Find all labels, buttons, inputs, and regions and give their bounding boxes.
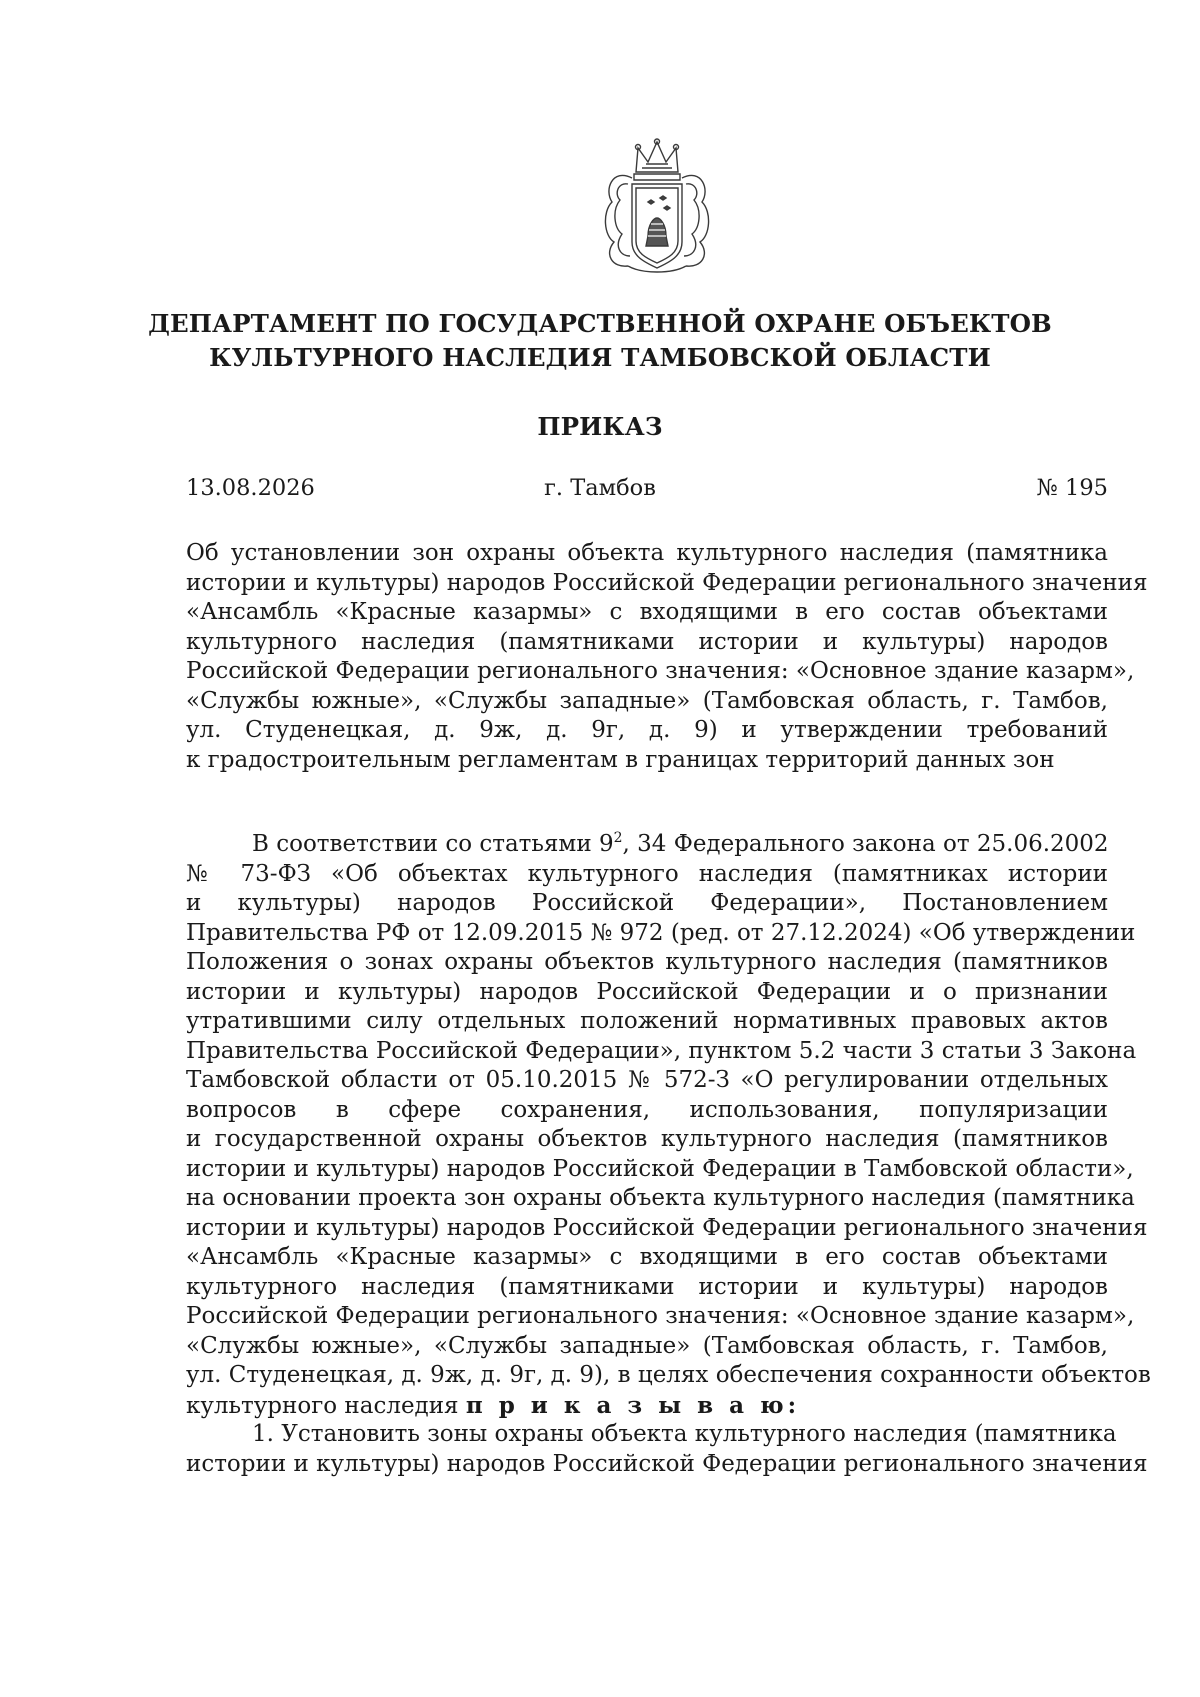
body-first-line-text: В соответствии со статьями 9 [252, 831, 614, 857]
order-body [186, 830, 1151, 1479]
body-line: ул. Студенецкая, д. 9ж, д. 9г, д. 9), в целях обеспечения сохранности объектов [186, 1362, 1151, 1388]
department-name-line-1: ДЕПАРТАМЕНТ ПО ГОСУДАРСТВЕННОЙ ОХРАНЕ ОБЪЕКТОВ [148, 309, 1052, 338]
body-line: и государственной охраны объектов культурного наследия (памятников [186, 1126, 1108, 1152]
body-line: Положения о зонах охраны объектов культурного наследия (памятников [186, 949, 1108, 975]
body-line: «Ансамбль «Красные казармы» с входящими в его состав объектами [186, 1244, 1108, 1270]
order-city: г. Тамбов [544, 475, 656, 501]
title-line: истории и культуры) народов Российской Федерации регионального значения [186, 569, 1148, 596]
title-line: к градостроительным регламентам в границах территорий данных зон [186, 746, 1055, 773]
title-line: «Службы южные», «Службы западные» (Тамбовская область, г. Тамбов, [186, 687, 1108, 714]
body-line: Правительства Российской Федерации», пунктом 5.2 части 3 статьи 3 Закона [186, 1037, 1137, 1064]
order-title [186, 539, 1148, 775]
body-closing-line [186, 1391, 1108, 1421]
article-superscript: 2 [613, 830, 623, 846]
order-verb: п р и к а з ы в а ю: [465, 1391, 801, 1419]
body-line: истории и культуры) народов Российской Федерации регионального значения [186, 1214, 1148, 1241]
body-line: «Службы южные», «Службы западные» (Тамбовская область, г. Тамбов, [186, 1332, 1108, 1359]
body-line: Российской Федерации регионального значения: «Основное здание казарм», [186, 1303, 1135, 1329]
tambov-coat-of-arms-icon [598, 138, 716, 278]
body-line: вопросов в сфере сохранения, использования, популяризации [186, 1096, 1108, 1123]
title-line: Об установлении зон охраны объекта культурного наследия (памятника [186, 540, 1108, 566]
title-line: «Ансамбль «Красные казармы» с входящими в его состав объектами [186, 599, 1108, 625]
department-name-line-2: КУЛЬТУРНОГО НАСЛЕДИЯ ТАМБОВСКОЙ ОБЛАСТИ [209, 343, 991, 372]
body-first-line [186, 830, 1108, 860]
department-name [0, 307, 1200, 375]
order-number: № 195 [1036, 475, 1108, 501]
body-line: № 73-ФЗ «Об объектах культурного наследия (памятниках истории [186, 860, 1108, 887]
order-date: 13.08.2026 [186, 475, 315, 501]
item-1-line: истории и культуры) народов Российской Федерации регионального значения [186, 1450, 1148, 1477]
body-closing-text: культурного наследия [186, 1392, 466, 1419]
body-line: истории и культуры) народов Российской Федерации в Тамбовской области», [186, 1155, 1134, 1182]
body-line: на основании проекта зон охраны объекта культурного наследия (памятника [186, 1185, 1135, 1211]
body-line: Тамбовской области от 05.10.2015 № 572-З «О регулировании отдельных [186, 1067, 1108, 1093]
body-line: истории и культуры) народов Российской Федерации и о признании [186, 978, 1108, 1005]
title-line: ул. Студенецкая, д. 9ж, д. 9г, д. 9) и утверждении требований [186, 717, 1108, 743]
title-line: культурного наследия (памятниками истории и культуры) народов [186, 628, 1108, 655]
document-type: ПРИКАЗ [537, 412, 663, 441]
title-line: Российской Федерации регионального значения: «Основное здание казарм», [186, 658, 1135, 684]
body-first-line-rest: , 34 Федерального закона от 25.06.2002 [622, 831, 1109, 857]
body-line: Правительства РФ от 12.09.2015 № 972 (ред. от 27.12.2024) «Об утверждении [186, 919, 1136, 946]
body-line: и культуры) народов Российской Федерации», Постановлением [186, 890, 1108, 916]
item-1-line: 1. Установить зоны охраны объекта культурного наследия (памятника [252, 1421, 1117, 1447]
body-line: утратившими силу отдельных положений нормативных правовых актов [186, 1008, 1108, 1034]
body-line: культурного наследия (памятниками истории и культуры) народов [186, 1273, 1108, 1300]
